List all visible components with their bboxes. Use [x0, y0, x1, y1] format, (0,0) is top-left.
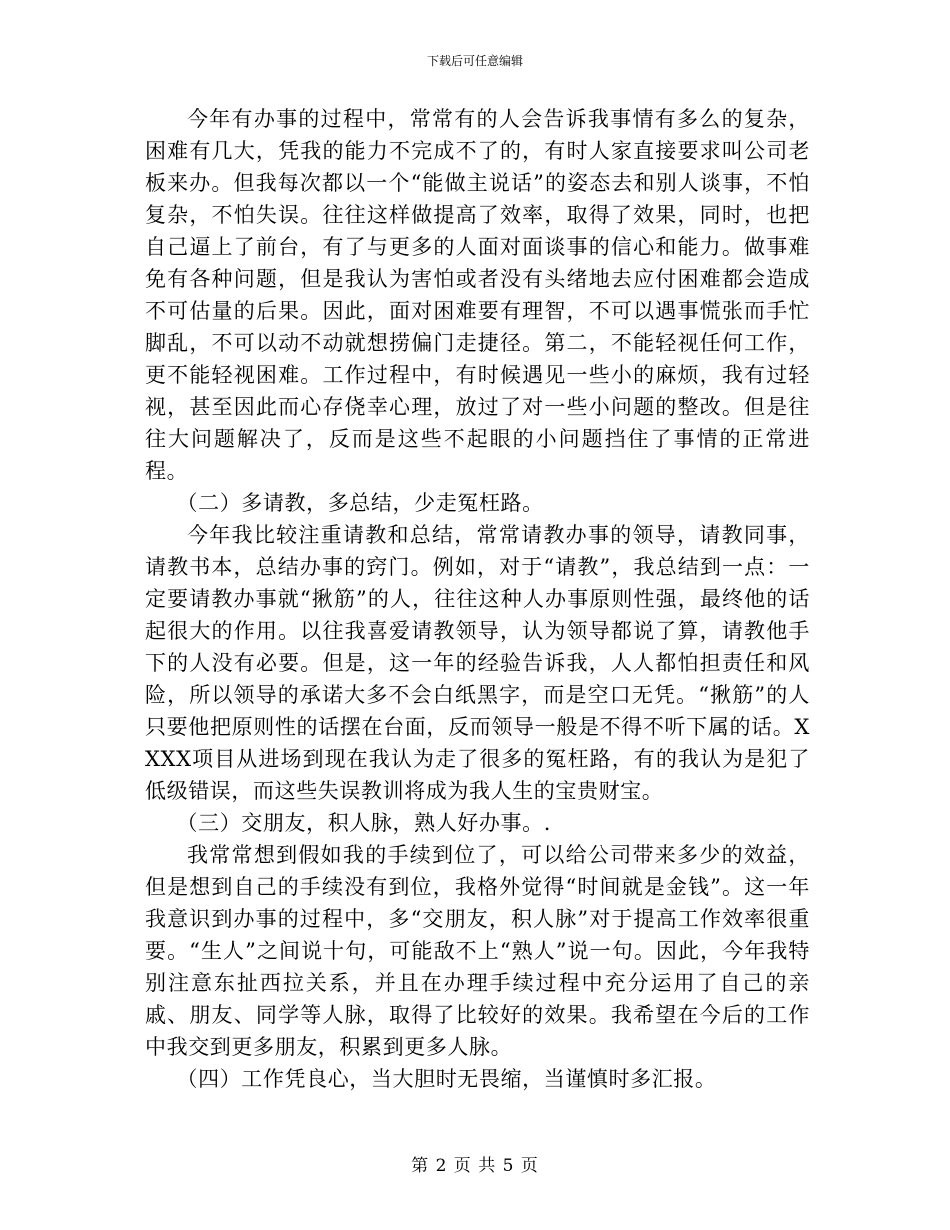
document-body: [145, 103, 810, 1095]
paragraph-network: 我常常想到假如我的手续到位了，可以给公司带来多少的效益，但是想到自己的手续没有到位，我格外觉得“时间就是金钱”。这一年我意识到办事的过程中，多“交朋友，积人脉”对于提高工作效率很重要。“生人”之间说十句，可能敌不上“熟人”说一句。因此，今年我特别注意东扯西拉关系，并且在办理手续过程中充分运用了自己的亲戚、朋友、同学等人脉，取得了比较好的效果。我希望在今后的工作中我交到更多朋友，积累到更多人脉。: [145, 843, 810, 1059]
paragraph-intro: 今年有办事的过程中，常常有的人会告诉我事情有多么的复杂，困难有几大，凭我的能力不完成不了的，有时人家直接要求叫公司老板来办。但我每次都以一个“能做主说话”的姿态去和别人谈事，不怕复杂，不怕失误。往往这样做提高了效率，取得了效果，同时，也把自己逼上了前台，有了与更多的人面对面谈事的信心和能力。做事难免有各种问题，但是我认为害怕或者没有头绪地去应付困难都会造成不可估量的后果。因此，面对困难要有理智，不可以遇事慌张而手忙脚乱，不可以动不动就想捞偏门走捷径。第二，不能轻视任何工作，更不能轻视困难。工作过程中，有时候遇见一些小的麻烦，我有过轻视，甚至因此而心存侥幸心理，放过了对一些小问题的整改。但是往往大问题解决了，反而是这些不起眼的小问题挡住了事情的正常进程。: [145, 107, 810, 483]
section-heading-4: （四）工作凭良心，当大胆时无畏缩，当谨慎时多汇报。: [176, 1067, 717, 1091]
page-number: 第 2 页 共 5 页: [411, 1156, 539, 1176]
section-heading-2: （二）多请教，多总结，少走冤枉路。: [176, 491, 544, 515]
paragraph-consult: 今年我比较注重请教和总结，常常请教办事的领导，请教同事，请教书本，总结办事的窍门。例如，对于“请教”，我总结到一点：一定要请教办事就“揪筋”的人，往往这种人办事原则性强，最终他的话起很大的作用。以往我喜爱请教领导，认为领导都说了算，请教他手下的人没有必要。但是，这一年的经验告诉我，人人都怕担责任和风险，所以领导的承诺大多不会白纸黑字，而是空口无凭。“揪筋”的人只要他把原则性的话摆在台面，反而领导一般是不得不听下属的话。XXXX项目从进场到现在我认为走了很多的冤枉路，有的我认为是犯了低级错误，而这些失误教训将成为我人生的宝贵财宝。: [145, 523, 810, 803]
section-heading-3: （三）交朋友，积人脉，熟人好办事。.: [176, 811, 551, 835]
page-header-note: 下载后可任意编辑: [426, 54, 523, 68]
